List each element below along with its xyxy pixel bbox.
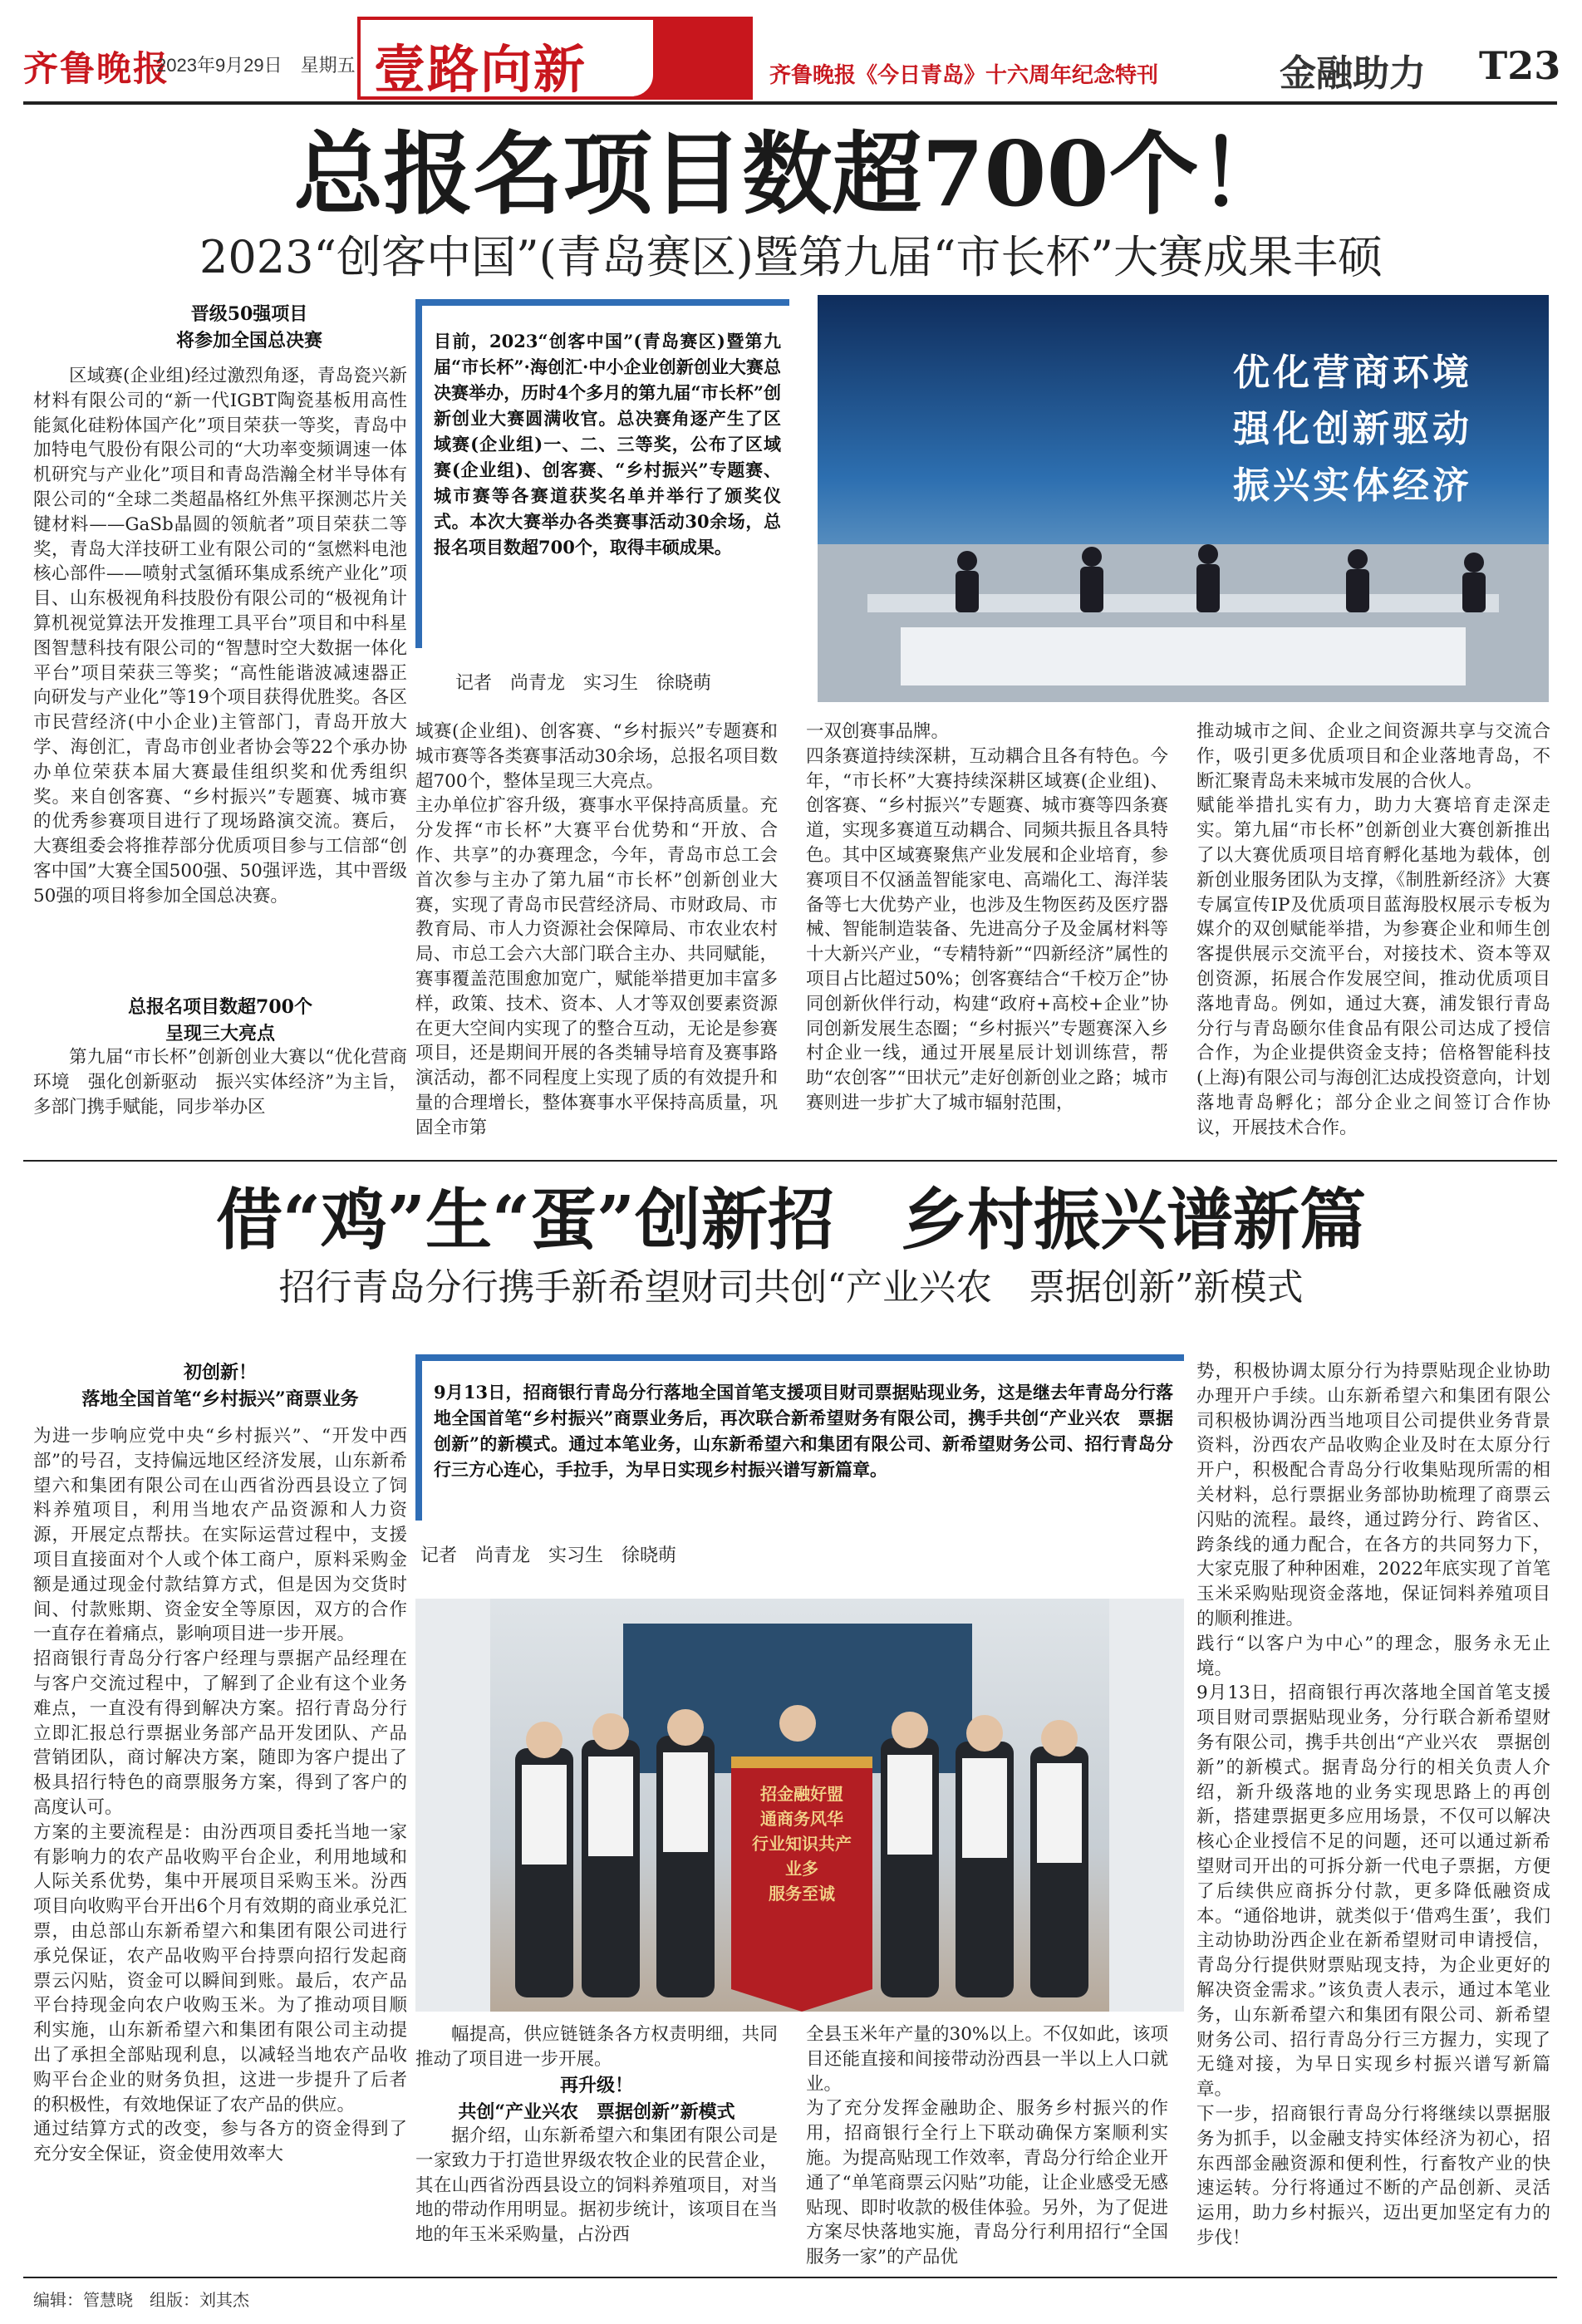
banner-line: 优化营商环境 (1233, 351, 1472, 394)
banner-line: 强化创新驱动 (1233, 408, 1472, 450)
story1-col4: 推动城市之间、企业之间资源共享与交流合作，吸引更多优质项目和企业落地青岛，不断汇聚青岛未来城市发展的合伙人。 赋能举措扎实有力，助力大赛培育走深走实。第九届“市长杯”创新创业大赛创新推出了以大赛优质项目培育孵化基地为载体，创新创业服务团队为支撑，《制胜新经济》大赛专属宣传IP及优质项目蓝海股权展示专板为媒介的双创赋能举措，为参赛企业和师生创客提供展示交流平台，对接技术、资本等双创资源，拓展合作发展空间，推动优质项目落地青岛。例如，通过大赛，浦发银行青岛分行与青岛颐尔佳食品有限公司达成了授信合作，为企业提供资金支持；倍格智能科技(上海)有限公司与海创汇达成投资意向，计划落地青岛孵化；部分企业之间签订合作协议，开展技术合作。 (1196, 721, 1550, 1138)
story1-col1: 区域赛(企业组)经过激烈角逐，青岛瓷兴新材料有限公司的“新一代IGBT陶瓷基板用高性能氮化硅粉体国产化”项目荣获一等奖，青岛中加特电气股份有限公司的“大功率变频调速一体机研究与产业化”项目和青岛浩瀚全材半导体有限公司的“全球二类超晶格红外焦平探测芯片关键材料——GaSb晶圆的领航者”项目荣获二等奖，青岛大洋技研工业有限公司的“氢燃料电池核心部件——喷射式氢循环集成系统产业化”项目、山东极视角科技股份有限公司的“极视角计算机视觉算法开发推理工具平台”项目和中科星图智慧科技有限公司的“智慧时空大数据一体化平台”项目荣获三等奖；“高性能谐波减速器正向研发与产业化”等19个项目获得优胜奖。各区市民营经济(中小企业)主管部门，青岛开放大学、海创汇，青岛市创业者协会等22个承办协办单位荣获本届大赛最佳组织奖和优秀组织奖。来自创客赛、“乡村振兴”专题赛、城市赛的优秀参赛项目进行了现场路演交流。赛后，大赛组委会将推荐部分优质项目参与工信部“创客中国”大赛全国500强、50强评选，其中晋级50强的项目将参加全国总决赛。 (33, 366, 407, 907)
story2-col2a: 幅提高，供应链链条各方权责明细，共同推动了项目进一步开展。 (415, 2024, 778, 2070)
story2-col2b: 据介绍，山东新希望六和集团有限公司是一家致力于打造世界级农牧企业的民营企业，其在山西省汾西县设立的饲料养殖项目，对当地的带动作用明显。据初步统计，该项目在当地的年玉米采购量，占汾西 (415, 2125, 778, 2246)
pennant-text: 招金融好盟 通商务风华 行业知识共产业多 服务至诚 (752, 1784, 852, 1904)
story1-lead: 目前，2023“创客中国”(青岛赛区)暨第九届“市长杯”·海创汇·中小企业创新创业大赛总决赛举办，历时4个多月的第九届“市长杯”创新创业大赛圆满收官。总决赛角逐产生了区域赛(企业组)一、二、三等奖，公布了区域赛(企业组)、创客赛、“乡村振兴”专题赛、城市赛等各赛道获奖名单并举行了颁奖仪式。本次大赛举办各类赛事活动30余场，总报名项目数超700个，取得丰硕成果。 (434, 331, 781, 558)
story2-subheadline: 招行青岛分行携手新希望财司共创“产业兴农 票据创新”新模式 (278, 1266, 1304, 1309)
special-edition: 齐鲁晚报《今日青岛》十六周年纪念特刊 (764, 58, 1163, 89)
issue-date: 2023年9月29日 星期五 (156, 55, 356, 76)
story1-subhead-2: 总报名项目数超700个 呈现三大亮点 (128, 996, 312, 1044)
story2-byline: 记者 尚青龙 实习生 徐晓萌 (420, 1545, 677, 1565)
story2-col3: 全县玉米年产量的30%以上。不仅如此，该项目还能直接和间接带动汾西县一半以上人口就业。 为了充分发挥金融助企、服务乡村振兴的作用，招商银行全行上下联动确保方案顺利实施。为提高贴现工作效率，青岛分行给企业开通了“单笔商票云闪贴”功能，让企业感受无感贴现、即时收款的极佳体验。另外，为了促进方案尽快落地实施，青岛分行利用招行“全国服务一家”的产品优 (806, 2024, 1168, 2268)
lead-bar-left (415, 299, 422, 648)
story1-subheadline: 2023“创客中国”(青岛赛区)暨第九届“市长杯”大赛成果丰硕 (199, 231, 1383, 283)
story2-headline: 借“鸡”生“蛋”创新招 乡村振兴谱新篇 (215, 1181, 1367, 1259)
story1-headline: 总报名项目数超700个！ (293, 122, 1289, 227)
story2-col4: 势，积极协调太原分行为持票贴现企业协助办理开户手续。山东新希望六和集团有限公司积极协调汾西当地项目公司提供业务背景资料，汾西农产品收购企业及时在太原分行开户，积极配合青岛分行收集贴现所需的相关材料，总行票据业务部协助梳理了商票云闪贴的流程。最终，通过跨分行、跨省区、跨条线的通力配合，在各方的共同努力下，大家克服了种种困难，2022年底实现了首笔玉米采购贴现资金落地，保证饲料养殖项目的顺利推进。 践行“以客户为中心”的理念，服务永无止境。 9月13日，招商银行再次落地全国首笔支援项目财司票据贴现业务，分行联合新希望财务有限公司，携手共创出“产业兴农 票据创新”的新模式。据青岛分行的相关负责人介绍，新升级落地的业务实现思路上的再创新，搭建票据更多应用场景，不仅可以解决核心企业授信不足的问题，还可以通过新希望财司开出的可拆分新一代电子票据，方便了后续供应商拆分付款，更多降低融资成本。“通俗地讲，就类似于‘借鸡生蛋’，我们主动协助汾西企业在新希望财司申请授信，青岛分行提供财票贴现支持，为企业更好的解决资金需求。”该负责人表示，通过本笔业务，山东新希望六和集团有限公司、新希望财务公司、招行青岛分行三方握力，实现了无缝对接，为早日实现乡村振兴谱写新篇章。 下一步，招商银行青岛分行将继续以票据服务为抓手，以金融支持实体经济为初心，招东西部金融资源和便利性，行畜牧产业的快速运转。分行将通过不断的产品创新、灵活运用，助力乡村振兴，迈出更加坚定有力的步伐！ (1196, 1361, 1550, 2248)
story1-col2: 域赛(企业组)、创客赛、“乡村振兴”专题赛和城市赛等各类赛事活动30余场，总报名项目数超700个，整体呈现三大亮点。 主办单位扩容升级，赛事水平保持高质量。充分发挥“市长杯”大赛平台优势和“开放、合作、共享”的办赛理念，今年，青岛市总工会首次参与主办了第九届“市长杯”创新创业大赛，实现了青岛市民营经济局、市财政局、市教育局、市人力资源社会保障局、市农业农村局、市总工会六大部门联合主办、共同赋能，赛事覆盖范围愈加宽广，赋能举措更加丰富多样，政策、技术、资本、人才等双创要素资源在更大空间内实现了的整合互动，无论是参赛项目，还是期间开展的各类辅导培育及赛事路演活动，都不同程度上实现了质的有效提升和量的合理增长，整体赛事水平保持高质量，巩固全市第 (415, 721, 778, 1138)
footer-rule (23, 2277, 1557, 2278)
banner-line: 振兴实体经济 (1233, 464, 1472, 507)
bank-partnership-photo (415, 1599, 1184, 2012)
header-rule (23, 101, 1557, 105)
story1-byline: 记者 尚青龙 实习生 徐晓萌 (455, 672, 712, 693)
column-name: 壹路向新 (374, 39, 587, 100)
lead2-bar-top (415, 1354, 1184, 1361)
story2-lead: 9月13日，招商银行青岛分行落地全国首笔支援项目财司票据贴现业务，这是继去年青岛分行落地全国首笔“乡村振兴”商票业务后，再次联合新希望财务有限公司，携手共创“产业兴农 票据创新”的新模式。通过本笔业务，山东新希望六和集团有限公司、新希望财务公司、招行青岛分行三方心连心，手拉手，为早日实现乡村振兴谱写新篇章。 (434, 1382, 1173, 1480)
story1-col3: 一双创赛事品牌。 四条赛道持续深耕，互动耦合且各有特色。今年，“市长杯”大赛持续深耕区域赛(企业组)、创客赛、“乡村振兴”专题赛、城市赛等四条赛道，实现多赛道互动耦合、同频共振且各具特色。其中区域赛聚焦产业发展和企业培育，参赛项目不仅涵盖智能家电、高端化工、海洋装备等七大优势产业，也涉及生物医药及医疗器械、智能制造装备、先进高分子及金属材料等十大新兴产业，“专精特新”“四新经济”属性的项目占比超过50%；创客赛结合“千校万企”协同创新伙伴行动，构建“政府+高校+企业”协同创新发展生态圈；“乡村振兴”专题赛深入乡村企业一线，通过开展星辰计划训练营，帮助“农创客”“田状元”走好创新创业之路；城市赛则进一步扩大了城市辐射范围， (806, 721, 1168, 1113)
photo-banner (1233, 345, 1472, 514)
page-number: T23 (1479, 43, 1561, 88)
story1-subhead-1: 晋级50强项目 将参加全国总决赛 (175, 303, 322, 351)
award-ceremony-photo (818, 295, 1549, 702)
story2-col1: 为进一步响应党中央“乡村振兴”、“开发中西部”的号召，支持偏远地区经济发展，山东新希望六和集团有限公司在山西省汾西县设立了饲料养殖项目，利用当地农产品资源和人力资源，开展定点帮扶。在实际运营过程中，支援项目直接面对个人或个体工商户，原料采购金额是通过现金付款结算方式，但是因为交货时间、付款账期、资金安全等原因，双方的合作一直存在着痛点，影响项目进一步开展。 招商银行青岛分行客户经理与票据产品经理在与客户交流过程中，了解到了企业有这个业务难点，一直没有得到解决方案。招行青岛分行立即汇报总行票据业务部产品开发团队、产品营销团队，商讨解决方案，随即为客户提出了极具招行特色的商票服务方案，得到了客户的高度认可。 方案的主要流程是：由汾西项目委托当地一家有影响力的农产品收购平台企业，利用地域和人际关系优势，集中开展项目采购玉米。汾西项目向收购平台开出6个月有效期的商业承兑汇票，由总部山东新希望六和集团有限公司进行承兑保证，农产品收购平台持票向招行发起商票云闪贴，资金可以瞬间到账。最后，农产品平台持现金向农户收购玉米。为了推动项目顺利实施，山东新希望六和集团有限公司主动提出了承担全部贴现利息，以减轻当地农产品收购平台企业的财务负担，这进一步提升了后者的积极性，有效地保证了农产品的供应。 通过结算方式的改变，参与各方的资金得到了充分安全保证，资金使用效率大 (33, 1426, 407, 2165)
newspaper-logo: 齐鲁晚报 (23, 48, 170, 89)
story2-subhead-1: 初创新！ 落地全国首笔“乡村振兴”商票业务 (81, 1362, 359, 1410)
story2-subhead-2: 再升级！ 共创“产业兴农 票据创新”新模式 (458, 2075, 735, 2123)
story1-col1b: 第九届“市长杯”创新创业大赛以“优化营商环境 强化创新驱动 振兴实体经济”为主旨，多部门携手赋能，同步举办区 (33, 1047, 407, 1118)
editor-credit: 编辑：管慧晓 组版：刘其杰 (33, 2292, 249, 2310)
section-name: 金融助力 (1280, 52, 1426, 95)
lead2-bar-left (415, 1354, 422, 1521)
lead-bar-top (415, 299, 789, 306)
story-divider (23, 1160, 1557, 1162)
